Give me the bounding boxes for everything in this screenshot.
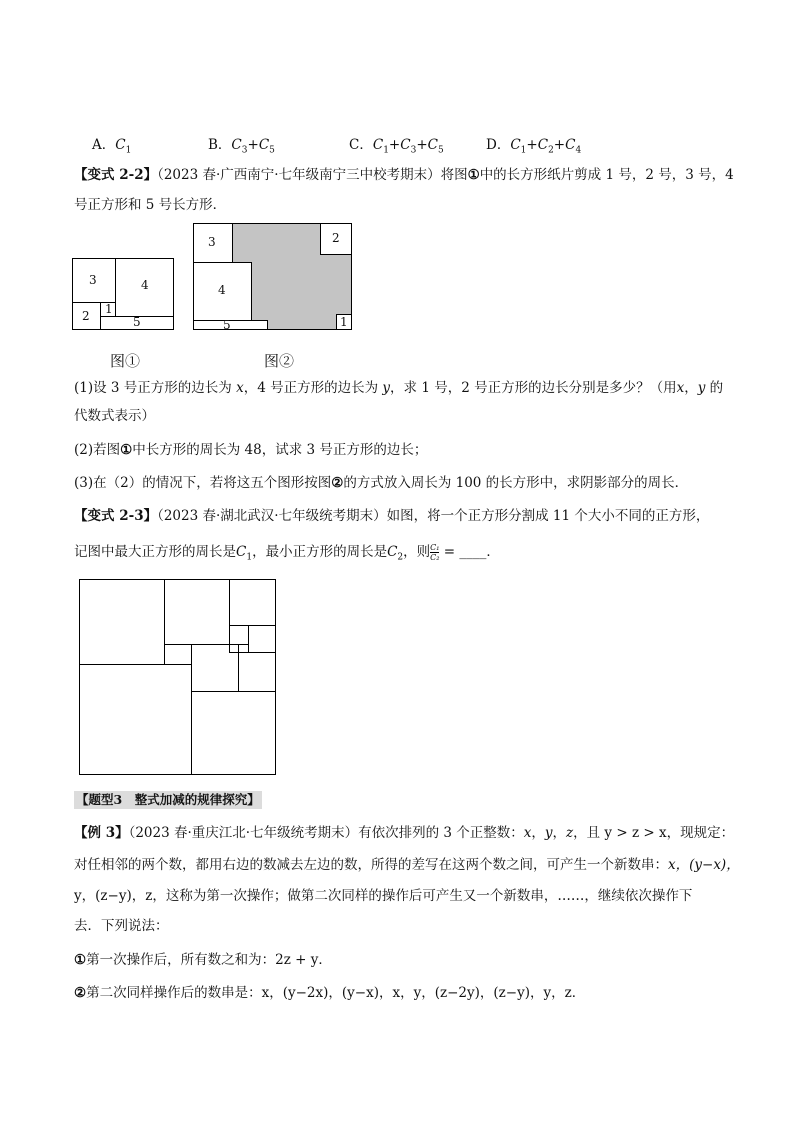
question-3: [74, 473, 688, 493]
option-b-var: C: [258, 137, 270, 153]
example-expr: x，(y−x)，: [668, 857, 740, 873]
q1-var-y: y: [697, 380, 706, 396]
fig1-label: 2: [82, 309, 90, 323]
fig2-label: 4: [218, 283, 226, 297]
variant-text: ，最小正方形的周长是: [252, 544, 388, 560]
option-c-label: C．: [349, 137, 373, 153]
q3-text: 的方式放入周长为 100 的长方形中，求阴影部分的周长．: [343, 475, 689, 491]
variant-tag: 【变式 2-3】: [74, 508, 158, 524]
circled-number: ②: [331, 475, 344, 491]
variant-2-2-line2: [74, 195, 226, 215]
var-z: z: [566, 825, 574, 841]
q2-text: 中长方形的周长为 48，试求 3 号正方形的边长；: [132, 442, 428, 458]
fig1-caption: 图①: [110, 352, 141, 370]
tiling-square: [79, 579, 165, 665]
variant-2-2-line1: [74, 165, 734, 185]
tiling-square: [164, 644, 192, 665]
fig2-label: 5: [223, 318, 231, 332]
option-d-sub: 1: [520, 145, 527, 156]
tiling-square: [164, 579, 230, 645]
variant-text: （2023 春·湖北武汉·七年级统考期末）如图，将一个正方形分割成 11 个大小不同的正方形，: [157, 508, 710, 524]
option-d: [486, 133, 581, 156]
figure-1: [72, 258, 174, 330]
example-text: 去．下列说法：: [74, 918, 169, 934]
fig2-label: 2: [332, 231, 340, 245]
fraction-denominator: C₂: [430, 553, 440, 562]
q2-text: (2)若图: [74, 442, 121, 458]
statement-2: [74, 983, 585, 1003]
example-tag: 【例 3】: [74, 825, 129, 841]
example-3-line4: [74, 916, 169, 936]
option-d-plus: +: [553, 137, 566, 153]
option-d-plus: +: [526, 137, 538, 153]
var-sub: 1: [246, 552, 253, 563]
option-a-sub: 1: [125, 145, 132, 156]
option-c-var: C: [400, 137, 411, 153]
topic-header: 【题型3 整式加减的规律探究】: [76, 792, 260, 807]
example-text: ，且 y > z > x，现规定：: [573, 825, 735, 841]
option-a: [92, 133, 131, 156]
circled-number: ①: [74, 952, 87, 968]
var-y: y: [544, 825, 553, 841]
fig2-caption: 图②: [264, 352, 295, 370]
variant-2-3-line2: [74, 542, 500, 568]
circled-number: ①: [467, 167, 480, 183]
variant-text-2: 号正方形和 5 号长方形．: [74, 197, 227, 213]
q1-var-x: x: [676, 380, 685, 396]
variant-text: 记图中最大正方形的周长是: [74, 544, 236, 560]
answer-blank[interactable]: ____: [459, 544, 487, 560]
q1-text: ，4 号正方形的边长为: [243, 380, 383, 396]
q1-var-y: y: [382, 380, 391, 396]
option-d-label: D．: [486, 137, 511, 153]
q1-text: 的: [705, 380, 724, 396]
variant-tag: 【变式 2-2】: [74, 167, 158, 183]
option-c-var: C: [372, 137, 384, 153]
fig1-label: 4: [141, 278, 149, 292]
example-3-line2: [74, 855, 740, 875]
option-d-var: C: [510, 137, 521, 153]
option-b: [208, 133, 275, 156]
option-a-var: C: [115, 137, 126, 153]
option-b-sub: 5: [269, 145, 275, 156]
q1-text-2: 代数式表示）: [74, 408, 155, 424]
var-x: x: [523, 825, 532, 841]
fig1-label: 5: [133, 315, 141, 329]
variant-2-3-line1: [74, 506, 709, 526]
tiling-square: [229, 625, 249, 645]
option-c-sub: 5: [437, 145, 444, 156]
q3-text: (3)在（2）的情况下，若将这五个图形按图: [74, 475, 332, 491]
option-b-label: B．: [208, 137, 232, 153]
square-tiling-figure: [79, 579, 276, 775]
option-c-plus: +: [388, 137, 401, 153]
var-c: C: [387, 544, 398, 560]
option-c-plus: +: [416, 137, 428, 153]
statement-text: 第一次操作后，所有数之和为：2z + y．: [86, 952, 332, 968]
question-2: [74, 440, 427, 460]
variant-text: 中的长方形纸片剪成 1 号，2 号，3 号，4: [479, 167, 734, 183]
example-text: （2023 春·重庆江北·七年级统考期末）有依次排列的 3 个正整数：: [128, 825, 524, 841]
variant-text: ，则: [403, 544, 431, 560]
fig2-label: 1: [340, 315, 348, 329]
fig1-label: 1: [105, 302, 113, 316]
example-text: y，(z−y)，z，这称为第一次操作；做第二次同样的操作后可产生又一个新数串，……，继续依次操作下: [74, 888, 693, 904]
option-c: [349, 133, 444, 156]
var-sub: 2: [397, 552, 404, 563]
fraction-numerator: C₁: [430, 543, 440, 552]
option-b-sub: 3: [241, 145, 248, 156]
circled-number: ②: [74, 985, 87, 1001]
statement-text: 第二次同样操作后的数串是：x，(y−2x)，(y−x)，x，y，(z−2y)，(z−y)，y，z．: [86, 985, 586, 1001]
circled-number: ①: [120, 442, 133, 458]
option-b-plus: +: [247, 137, 259, 153]
option-d-var: C: [537, 137, 549, 153]
option-c-sub: 3: [410, 145, 417, 156]
q1-var-x: x: [236, 380, 244, 396]
question-1-line2: [74, 406, 155, 426]
option-c-sub: 1: [383, 145, 389, 156]
period: ．: [486, 544, 500, 560]
tiling-square: [191, 691, 276, 775]
option-d-sub: 2: [548, 145, 554, 156]
statement-1: [74, 950, 332, 970]
q1-text: ，: [684, 380, 698, 396]
option-d-sub: 4: [575, 145, 582, 156]
q1-text: (1)设 3 号正方形的边长为: [74, 380, 237, 396]
option-d-var: C: [565, 137, 576, 153]
tiling-square: [238, 652, 276, 692]
q1-text: ，求 1 号，2 号正方形的边长分别是多少？（用: [390, 380, 677, 396]
equals: =: [439, 544, 460, 560]
tiling-square: [79, 664, 192, 775]
tiling-square: [248, 625, 276, 653]
example-3-line3: [74, 886, 692, 906]
question-1-line1: [74, 378, 723, 398]
option-a-label: A．: [92, 137, 116, 153]
variant-source: （2023 春·广西南宁·七年级南宁三中校考期末）将图: [157, 167, 468, 183]
fig2-label: 3: [208, 235, 216, 249]
tiling-square: [229, 579, 276, 626]
fig1-label: 3: [89, 273, 97, 287]
var-c: C: [236, 544, 247, 560]
example-3-line1: 【例 3】（2023 春·重庆江北·七年级统考期末）有依次排列的 3 个正整数：x，y，z，且 y > z > x，现规定：: [74, 825, 735, 841]
example-text: 对任相邻的两个数，都用右边的数减去左边的数，所得的差写在这两个数之间，可产生一个新数串：: [74, 857, 668, 873]
tiling-square: [191, 644, 239, 692]
option-b-var: C: [231, 137, 242, 153]
figure-2: [193, 223, 352, 330]
option-c-var: C: [427, 137, 438, 153]
